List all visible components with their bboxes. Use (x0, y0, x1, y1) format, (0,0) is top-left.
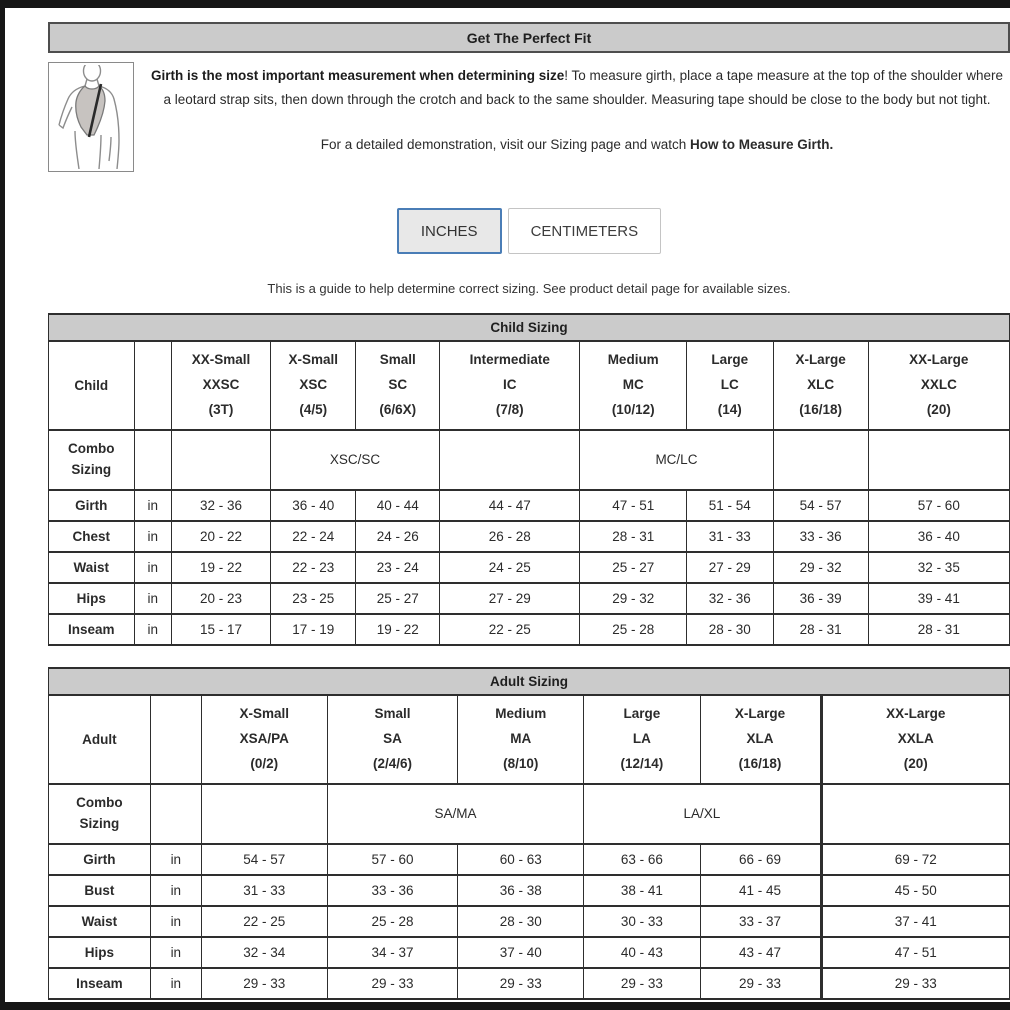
measurement-value: 54 - 57 (773, 490, 868, 521)
measurement-value: 54 - 57 (201, 844, 327, 875)
unit-header-cell (134, 341, 171, 430)
measurement-row (49, 844, 1010, 875)
measurement-value: 29 - 33 (700, 968, 821, 999)
measurement-unit: in (150, 906, 201, 937)
measurement-value: 40 - 44 (356, 490, 440, 521)
adult-sizing-section (48, 667, 1010, 1000)
measurement-row (49, 937, 1010, 968)
size-number-range: (12/14) (620, 755, 664, 771)
size-name: X-Small (288, 352, 338, 367)
size-name: XX-Large (886, 705, 946, 721)
measurement-unit: in (150, 968, 201, 999)
measurement-value: 29 - 33 (458, 968, 584, 999)
size-column-header (171, 341, 270, 430)
measurement-value: 33 - 36 (327, 875, 458, 906)
measurement-value: 69 - 72 (821, 844, 1009, 875)
measurement-label: Waist (49, 552, 135, 583)
measurement-unit: in (134, 552, 171, 583)
measurement-value: 24 - 25 (440, 552, 580, 583)
combo-sizing-label: Combo Sizing (49, 430, 135, 490)
measurement-value: 29 - 33 (327, 968, 458, 999)
combo-sizing-cell (868, 430, 1009, 490)
girth-instructions-rest: ! To measure girth, place a tape measure at the top of the shoulder where a leotard strap sits, then down through the crotch and back to the same shoulder. Measuring tape should be close to the body but not tight. (163, 68, 1004, 108)
size-code: XXLC (920, 376, 957, 392)
size-column-header (440, 341, 580, 430)
measurement-unit: in (150, 937, 201, 968)
size-name: X-Small (239, 705, 289, 721)
adult-sizing-table (48, 667, 1010, 1000)
measurement-value: 40 - 43 (584, 937, 700, 968)
size-number-range: (8/10) (503, 755, 539, 771)
size-column-header (201, 695, 327, 784)
measurement-value: 44 - 47 (440, 490, 580, 521)
measurement-row (49, 906, 1010, 937)
size-name: Small (379, 352, 416, 367)
measurement-label: Hips (49, 937, 151, 968)
size-number-range: (20) (926, 401, 951, 417)
measurement-value: 60 - 63 (458, 844, 584, 875)
size-number-range: (16/18) (799, 401, 842, 417)
combo-sizing-cell (440, 430, 580, 490)
measurement-label: Hips (49, 583, 135, 614)
size-code: XSC (299, 376, 328, 392)
page-title (48, 22, 1010, 53)
measurement-value: 25 - 28 (580, 614, 687, 645)
size-column-header (327, 695, 458, 784)
measurement-value: 47 - 51 (821, 937, 1009, 968)
size-code: MC (622, 376, 644, 392)
girth-intro-section (48, 62, 1010, 172)
combo-sizing-cell (821, 784, 1009, 844)
size-name: Medium (607, 352, 659, 367)
measurement-row (49, 968, 1010, 999)
combo-sizing-cell: LA/XL (584, 784, 821, 844)
measurement-value: 34 - 37 (327, 937, 458, 968)
size-number-range: (3T) (208, 401, 234, 417)
page-title-text: Get The Perfect Fit (466, 29, 592, 46)
measurement-value: 22 - 25 (440, 614, 580, 645)
measurement-value: 43 - 47 (700, 937, 821, 968)
measurement-value: 25 - 28 (327, 906, 458, 937)
measurement-label: Waist (49, 906, 151, 937)
measurement-value: 66 - 69 (700, 844, 821, 875)
measurement-value: 29 - 33 (584, 968, 700, 999)
measurement-label: Inseam (49, 614, 135, 645)
measurement-unit: in (134, 521, 171, 552)
measurement-value: 26 - 28 (440, 521, 580, 552)
size-number-range: (10/12) (611, 401, 655, 417)
measurement-row (49, 583, 1010, 614)
size-number-range: (4/5) (299, 401, 328, 417)
measurement-value: 57 - 60 (868, 490, 1009, 521)
measurement-value: 19 - 22 (356, 614, 440, 645)
size-column-header (270, 341, 356, 430)
measurement-label: Chest (49, 521, 135, 552)
measurement-unit: in (150, 844, 201, 875)
measurement-value: 27 - 29 (687, 552, 773, 583)
measurement-value: 29 - 33 (201, 968, 327, 999)
measurement-row (49, 490, 1010, 521)
unit-toggle (48, 208, 1010, 254)
measurement-value: 36 - 40 (868, 521, 1009, 552)
leotard-girth-icon (51, 65, 131, 169)
measurement-value: 25 - 27 (580, 552, 687, 583)
measurement-value: 28 - 31 (580, 521, 687, 552)
measurement-value: 47 - 51 (580, 490, 687, 521)
size-code: XXLA (897, 730, 934, 746)
girth-instructions-bold: Girth is the most important measurement when determining size (150, 68, 565, 83)
measurement-value: 22 - 23 (270, 552, 356, 583)
measurement-value: 22 - 24 (270, 521, 356, 552)
measurement-value: 31 - 33 (687, 521, 773, 552)
size-column-header (356, 341, 440, 430)
measurement-value: 45 - 50 (821, 875, 1009, 906)
size-name: X-Large (734, 705, 786, 721)
combo-sizing-cell (773, 430, 868, 490)
size-code: XLC (807, 376, 835, 392)
measurement-value: 36 - 40 (270, 490, 356, 521)
measurement-label: Bust (49, 875, 151, 906)
measurement-value: 37 - 40 (458, 937, 584, 968)
unit-header-cell (150, 695, 201, 784)
combo-sizing-cell (171, 430, 270, 490)
combo-sizing-cell: MC/LC (580, 430, 773, 490)
size-code: SC (388, 376, 408, 392)
measurement-label: Girth (49, 844, 151, 875)
size-column-header (584, 695, 700, 784)
measurement-value: 24 - 26 (356, 521, 440, 552)
size-number-range: (16/18) (738, 755, 782, 771)
size-name: X-Large (795, 352, 846, 367)
measurement-value: 36 - 39 (773, 583, 868, 614)
size-column-header (868, 341, 1009, 430)
measurement-label: Girth (49, 490, 135, 521)
demo-line-text: For a detailed demonstration, visit our Sizing page and watch (320, 136, 690, 152)
measurement-value: 23 - 25 (270, 583, 356, 614)
demo-line-bold: How to Measure Girth. (689, 136, 834, 152)
measurement-value: 29 - 32 (580, 583, 687, 614)
measurement-value: 28 - 31 (868, 614, 1009, 645)
measurement-value: 33 - 37 (700, 906, 821, 937)
size-column-header (687, 341, 773, 430)
combo-sizing-cell: XSC/SC (270, 430, 439, 490)
inches-button[interactable]: INCHES (397, 208, 502, 254)
size-name: Small (374, 705, 411, 721)
measurement-value: 28 - 30 (687, 614, 773, 645)
measurement-value: 22 - 25 (201, 906, 327, 937)
table-group-label: Child (49, 341, 135, 430)
measurement-value: 19 - 22 (171, 552, 270, 583)
size-column-header (580, 341, 687, 430)
measurement-value: 38 - 41 (584, 875, 700, 906)
measurement-value: 20 - 23 (171, 583, 270, 614)
table-title: Child Sizing (49, 314, 1010, 341)
combo-sizing-cell (201, 784, 327, 844)
size-guide-content (48, 8, 1010, 1000)
measurement-value: 29 - 33 (821, 968, 1009, 999)
size-code: LA (632, 730, 651, 746)
measurement-value: 28 - 31 (773, 614, 868, 645)
girth-instructions (148, 64, 1006, 113)
measurement-value: 41 - 45 (700, 875, 821, 906)
measurement-value: 27 - 29 (440, 583, 580, 614)
size-code: XLA (746, 730, 774, 746)
measurement-value: 30 - 33 (584, 906, 700, 937)
size-column-header (700, 695, 821, 784)
size-number-range: (20) (903, 755, 928, 771)
leotard-illustration (48, 62, 134, 172)
measurement-unit: in (134, 583, 171, 614)
size-number-range: (7/8) (495, 401, 524, 417)
size-number-range: (14) (717, 401, 742, 417)
measurement-value: 15 - 17 (171, 614, 270, 645)
girth-intro-text (134, 62, 1010, 172)
size-number-range: (0/2) (250, 755, 279, 771)
measurement-value: 37 - 41 (821, 906, 1009, 937)
size-column-header (458, 695, 584, 784)
measurement-value: 31 - 33 (201, 875, 327, 906)
size-name: Large (711, 352, 749, 367)
size-code: MA (510, 730, 532, 746)
sizing-guide-note: This is a guide to help determine correct sizing. See product detail page for available sizes. (267, 281, 791, 296)
table-group-label: Adult (49, 695, 151, 784)
combo-sizing-label: Combo Sizing (49, 784, 151, 844)
measurement-value: 17 - 19 (270, 614, 356, 645)
measurement-value: 32 - 36 (171, 490, 270, 521)
measurement-value: 28 - 30 (458, 906, 584, 937)
measurement-label: Inseam (49, 968, 151, 999)
measurement-value: 39 - 41 (868, 583, 1009, 614)
measurement-unit: in (134, 490, 171, 521)
measurement-value: 32 - 36 (687, 583, 773, 614)
size-number-range: (6/6X) (379, 401, 417, 417)
size-code: LC (720, 376, 739, 392)
combo-unit-cell (150, 784, 201, 844)
size-name: Medium (495, 705, 547, 721)
size-code: IC (502, 376, 517, 392)
measurement-row (49, 521, 1010, 552)
size-column-header (773, 341, 868, 430)
measurement-row (49, 552, 1010, 583)
centimeters-button[interactable]: CENTIMETERS (508, 208, 662, 254)
combo-unit-cell (134, 430, 171, 490)
child-sizing-section (48, 313, 1010, 646)
size-column-header (821, 695, 1009, 784)
measurement-value: 23 - 24 (356, 552, 440, 583)
demo-line (148, 137, 1006, 152)
measurement-value: 63 - 66 (584, 844, 700, 875)
measurement-value: 29 - 32 (773, 552, 868, 583)
size-name: Intermediate (469, 352, 550, 367)
combo-sizing-cell: SA/MA (327, 784, 584, 844)
size-code: XSA/PA (239, 730, 289, 746)
measurement-value: 51 - 54 (687, 490, 773, 521)
measurement-unit: in (150, 875, 201, 906)
size-number-range: (2/4/6) (373, 755, 413, 771)
measurement-value: 20 - 22 (171, 521, 270, 552)
measurement-value: 33 - 36 (773, 521, 868, 552)
measurement-unit: in (134, 614, 171, 645)
measurement-value: 36 - 38 (458, 875, 584, 906)
measurement-value: 32 - 34 (201, 937, 327, 968)
child-sizing-table (48, 313, 1010, 646)
measurement-value: 25 - 27 (356, 583, 440, 614)
measurement-value: 32 - 35 (868, 552, 1009, 583)
measurement-row (49, 614, 1010, 645)
size-name: XX-Small (191, 352, 251, 367)
size-name: Large (623, 705, 661, 721)
size-name: XX-Large (909, 352, 969, 367)
table-title: Adult Sizing (49, 668, 1010, 695)
measurement-value: 57 - 60 (327, 844, 458, 875)
size-code: XXSC (202, 376, 240, 392)
measurement-row (49, 875, 1010, 906)
size-code: SA (383, 730, 402, 746)
